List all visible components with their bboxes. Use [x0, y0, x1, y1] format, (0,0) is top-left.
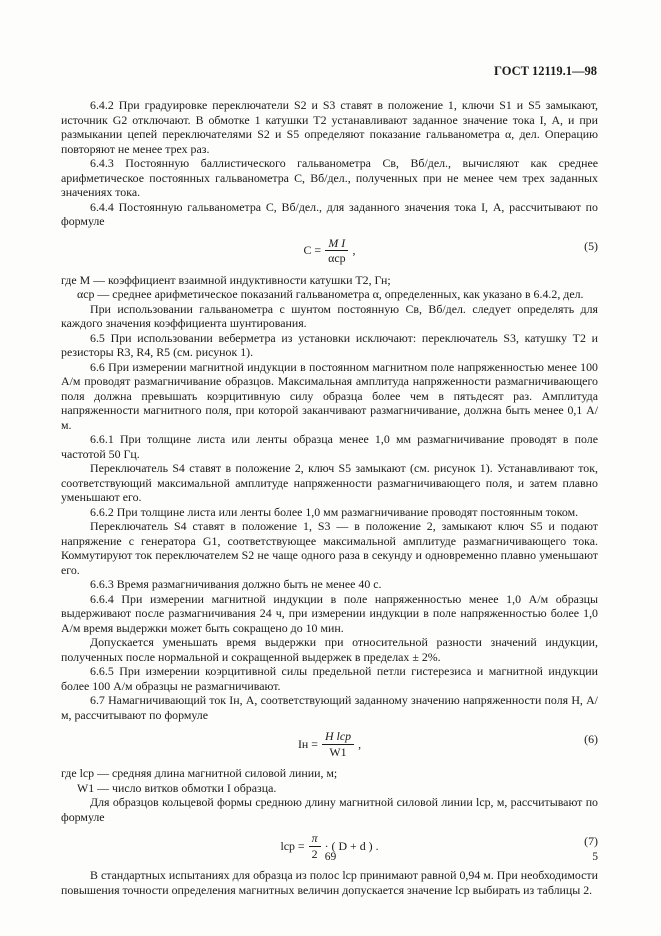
formula-6-numerator: H lср [322, 729, 354, 745]
formula-5 [61, 231, 598, 271]
paragraph-6-6-2: 6.6.2 При толщине листа или ленты более 1,0 мм размагничивание проводят постоянным током. [90, 504, 579, 519]
paragraph-6-4-4: 6.4.4 Постоянную гальванометра C, Вб/дел., для заданного значения тока I, А, рассчитывают по формуле [61, 199, 598, 228]
paragraph-6-6-1: 6.6.1 При толщине листа или ленты образца менее 1,0 мм размагничивание проводят в поле частотой 50 Гц. [61, 432, 598, 461]
paragraph-6-6-5: 6.6.5 При измерении коэрцитивной силы предельной петли гистерезиса и магнитной индукции более 100 А/м образцы не размагничивают. [61, 664, 598, 693]
paragraph-6-4-3: 6.4.3 Постоянную баллистического гальванометра Cв, Вб/дел., вычисляют как среднее арифметическое постоянных гальванометра C, Вб/дел., полученных при не менее чем трех заданных значениях тока. [61, 156, 598, 199]
formula-7-denominator: 2 [311, 846, 318, 861]
formula-6-fraction [322, 729, 354, 759]
standard-header: ГОСТ 12119.1—98 [494, 64, 597, 78]
formula-6 [61, 724, 598, 764]
formula-7-lhs: lср = [280, 838, 305, 853]
paragraph-6-6-2-b: Переключатель S4 ставят в положение 1, S3 — в положение 2, замыкают ключ S5 и подают напряжение с генератора G1, соответствующее максимальной амплитуде размагничивающего тока. Коммутируют ток переключателем S2 не чаще одного раза в секунду и одновременно плавно уменьшают его. [61, 519, 598, 577]
where-m: где M — коэффициент взаимной индуктивности катушки T2, Гн; [61, 272, 391, 287]
formula-6-lhs: Iн = [297, 736, 318, 751]
formula-6-denominator: W1 [329, 744, 347, 759]
page-number-right: 5 [592, 851, 598, 863]
formula-5-lhs: C = [303, 243, 322, 258]
formula-7-number: (7) [584, 834, 598, 848]
formula-5-number: (5) [584, 238, 598, 253]
formula-5-denominator: αср [328, 251, 346, 265]
formula-5-numerator: M I [325, 236, 348, 252]
paragraph-shunt: При использовании гальванометра с шунтом постоянную Cв, Вб/дел. следует определять для каждого значения коэффициента шунтирования. [61, 301, 598, 330]
where-alpha: αср — среднее арифметическое показаний гальванометра α, определенных, как указано в 6.4.2, дел. [77, 287, 584, 301]
paragraph-ring: Для образцов кольцевой формы среднюю длину магнитной силовой линии lср, м, рассчитывают по формуле [61, 795, 598, 824]
page-number-center: 69 [324, 851, 337, 863]
paragraph-6-7: 6.7 Намагничивающий ток Iн, А, соответствующий заданному значению напряженности поля H, А/м, рассчитывают по формуле [61, 693, 598, 722]
paragraph-6-6-3: 6.6.3 Время размагничивания должно быть не менее 40 с. [90, 577, 382, 591]
document-body [61, 98, 598, 897]
formula-6-tail: , [358, 736, 362, 751]
formula-5-fraction [325, 236, 348, 266]
formula-7-numerator: π [309, 831, 321, 847]
paragraph-6-6-4: 6.6.4 При измерении магнитной индукции в поле напряженностью менее 1,0 А/м образцы выдерживают после размагничивания 24 ч, при измерении индукции в поле напряженностью более 1,0 А/м время выдержки может быть сокращено до 10 мин. [61, 591, 598, 635]
where-w1: W1 — число витков обмотки I образца. [77, 780, 277, 795]
paragraph-6-5: 6.5 При использовании веберметра из установки исключают: переключатель S3, катушку T2 и резисторы R3, R4, R5 (см. рисунок 1). [61, 330, 598, 359]
paragraph-6-4-2: 6.4.2 При градуировке переключатели S2 и S3 ставят в положение 1, ключи S1 и S5 замыкают, источник G2 отключают. В обмотке 1 катушки T2 устанавливают заданное значение тока I, А, и при размыкании цепей переключателями S2 и S5 определяют показание гальванометра α, дел. Операцию повторяют не менее трех раз. [61, 98, 598, 156]
formula-5-tail: , [352, 243, 356, 258]
paragraph-6-6-1-b: Переключатель S4 ставят в положение 2, ключ S5 замыкают (см. рисунок 1). Устанавливают ток, соответствующий максимальной амплитуде напряженности размагничивающего поля, и затем плавно уменьшают его. [61, 461, 598, 504]
formula-6-number: (6) [584, 732, 598, 746]
paragraph-6-6-4-b: Допускается уменьшать время выдержки при относительной разности значений индукции, полученных после нормальной и сокращенной выдержек в пределах ± 2%. [61, 635, 598, 664]
paragraph-standard-tests: В стандартных испытаниях для образца из полос lср принимают равной 0,94 м. При необходимости повышения точности определения магнитных величин допускается значение lср выбирать из таблицы 2. [61, 868, 598, 897]
paragraph-6-6: 6.6 При измерении магнитной индукции в постоянном магнитном поле напряженностью менее 100 А/м проводят размагничивание образцов. Максимальная амплитуда напряженности размагничивающего поля должна превышать коэрцитивную силу образца более чем в пятьдесят раз. Амплитуда напряженности магнитного поля, при которой заканчивают размагничивание, должна быть менее 0,1 А/м. [61, 359, 598, 432]
where-l: где lср — средняя длина магнитной силовой линии, м; [61, 766, 338, 780]
formula-7-tail: · ( D + d ) . [324, 838, 379, 853]
